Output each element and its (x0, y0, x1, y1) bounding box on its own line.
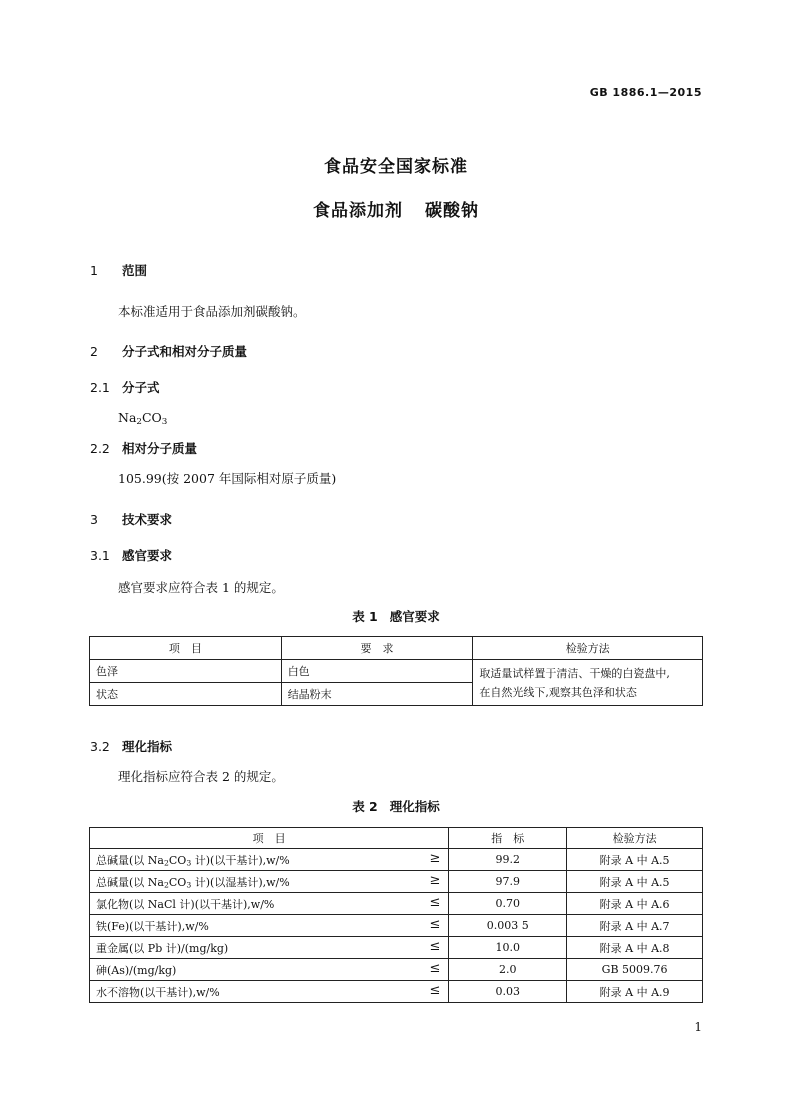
comparison-sign: ≤ (429, 983, 441, 998)
method-cell: 附录 A 中 A.8 (567, 937, 703, 959)
section-number: 3.1 (90, 548, 110, 563)
page-number: 1 (694, 1020, 702, 1034)
item-cell: 色泽 (90, 660, 282, 683)
value-cell: 0.003 5 (449, 915, 567, 937)
section-3-1-text: 感官要求应符合表 1 的规定。 (118, 580, 284, 595)
subtitle-part2: 碳酸钠 (425, 201, 479, 221)
method-cell: 附录 A 中 A.7 (567, 915, 703, 937)
section-title: 理化指标 (122, 739, 173, 754)
section-number: 3 (90, 512, 98, 527)
method-cell: 附录 A 中 A.5 (567, 849, 703, 871)
requirement-cell: 结晶粉末 (281, 683, 473, 706)
document-title: 食品安全国家标准 (324, 157, 468, 177)
value-cell: 10.0 (449, 937, 567, 959)
section-title: 范围 (122, 263, 148, 278)
section-2-1-heading (90, 378, 160, 396)
table-row (90, 660, 703, 683)
value-cell: 2.0 (449, 959, 567, 981)
document-subtitle (0, 196, 792, 221)
section-title: 技术要求 (122, 512, 173, 527)
section-number: 2.1 (90, 380, 110, 395)
table-row (90, 915, 703, 937)
subtitle-part1: 食品添加剂 (313, 201, 403, 221)
item-cell: 氯化物(以 NaCl 计)(以干基计),w/% ≤ (90, 893, 449, 915)
table-row (90, 959, 703, 981)
value-cell: 97.9 (449, 871, 567, 893)
physicochemical-indicators-table (89, 827, 703, 1003)
table-1-caption: 表 1 感官要求 (352, 609, 440, 624)
item-cell: 重金属(以 Pb 计)/(mg/kg) ≤ (90, 937, 449, 959)
table-row (90, 937, 703, 959)
item-cell: 总碱量(以 $Na_2CO_3$ 计)(以湿基计),w/% ≥ (90, 871, 449, 893)
table-2-caption: 表 2 理化指标 (352, 799, 440, 814)
method-cell: GB 5009.76 (567, 959, 703, 981)
value-cell: 0.03 (449, 981, 567, 1003)
section-number: 2.2 (90, 441, 110, 456)
section-3-2-text: 理化指标应符合表 2 的规定。 (118, 769, 284, 784)
method-cell: 取适量试样置于清洁、干燥的白瓷盘中, 在自然光线下,观察其色泽和状态 (473, 660, 703, 706)
table-row (90, 849, 703, 871)
section-1-heading (90, 261, 147, 279)
comparison-sign: ≤ (429, 939, 441, 954)
section-3-1-heading (90, 546, 172, 564)
column-header: 指 标 (449, 828, 567, 849)
table-row (90, 981, 703, 1003)
comparison-sign: ≤ (429, 895, 441, 910)
comparison-sign: ≤ (429, 917, 441, 932)
section-2-heading (90, 342, 247, 360)
section-number: 3.2 (90, 739, 110, 754)
method-cell: 附录 A 中 A.5 (567, 871, 703, 893)
item-cell: 砷(As)/(mg/kg) ≤ (90, 959, 449, 981)
column-header: 项 目 (90, 637, 282, 660)
section-number: 2 (90, 344, 98, 359)
document-code: GB 1886.1—2015 (589, 86, 702, 99)
column-header: 项 目 (90, 828, 449, 849)
item-cell: 铁(Fe)(以干基计),w/% ≤ (90, 915, 449, 937)
comparison-sign: ≥ (429, 851, 441, 866)
column-header: 要 求 (281, 637, 473, 660)
item-cell: 水不溶物(以干基计),w/% ≤ (90, 981, 449, 1003)
method-cell: 附录 A 中 A.6 (567, 893, 703, 915)
value-cell: 0.70 (449, 893, 567, 915)
section-title: 相对分子质量 (122, 441, 198, 456)
molecular-mass-text: 105.99(按 2007 年国际相对原子质量) (118, 471, 337, 486)
comparison-sign: ≤ (429, 961, 441, 976)
comparison-sign: ≥ (429, 873, 441, 888)
molecular-formula: $Na_2CO_3$ (118, 410, 168, 427)
column-header: 检验方法 (473, 637, 703, 660)
section-2-2-heading (90, 439, 197, 457)
value-cell: 99.2 (449, 849, 567, 871)
section-title: 分子式 (122, 380, 160, 395)
section-number: 1 (90, 263, 98, 278)
section-3-heading (90, 510, 172, 528)
table-row (90, 871, 703, 893)
section-title: 感官要求 (122, 548, 173, 563)
item-cell: 总碱量(以 $Na_2CO_3$ 计)(以干基计),w/% ≥ (90, 849, 449, 871)
section-3-2-heading (90, 737, 172, 755)
section-title: 分子式和相对分子质量 (122, 344, 248, 359)
requirement-cell: 白色 (281, 660, 473, 683)
table-header-row (90, 828, 703, 849)
method-cell: 附录 A 中 A.9 (567, 981, 703, 1003)
table-header-row (90, 637, 703, 660)
column-header: 检验方法 (567, 828, 703, 849)
table-row (90, 893, 703, 915)
sensory-requirements-table (89, 636, 703, 706)
section-1-text: 本标准适用于食品添加剂碳酸钠。 (118, 304, 306, 319)
item-cell: 状态 (90, 683, 282, 706)
